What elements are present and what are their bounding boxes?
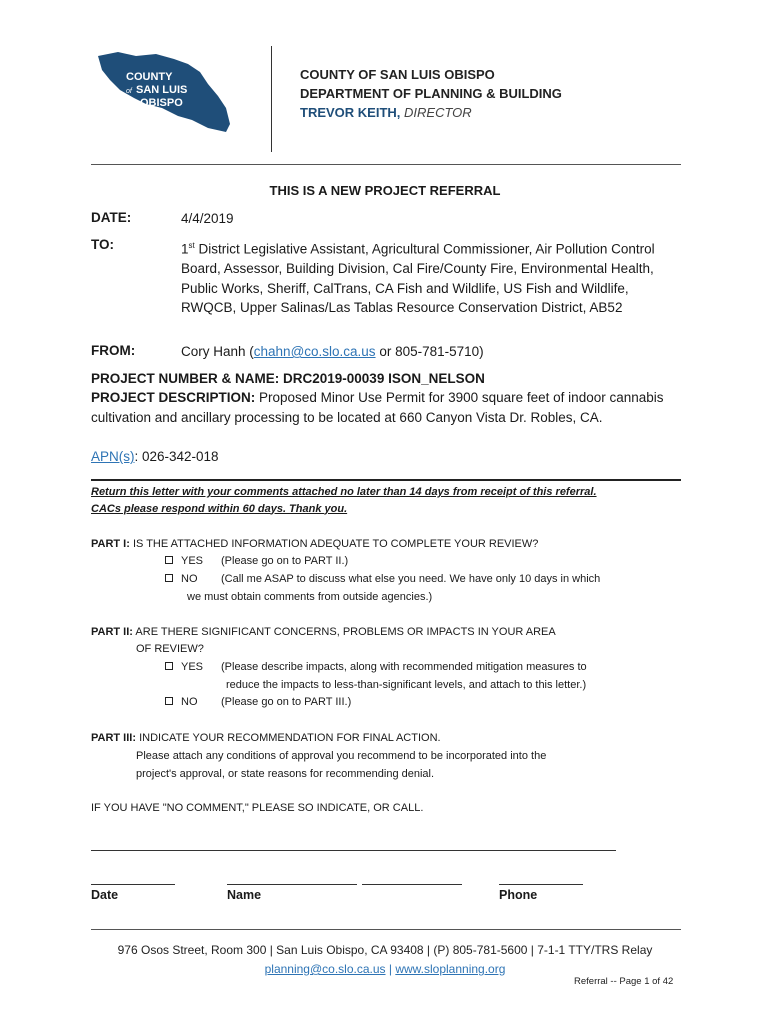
part1-no-option[interactable] xyxy=(165,571,600,589)
footer-separator: | xyxy=(385,962,396,976)
part3-question xyxy=(91,730,441,748)
date-sign-line[interactable] xyxy=(91,884,175,885)
from-name: Cory Hanh ( xyxy=(181,344,254,359)
logo-line3: OBISPO xyxy=(140,97,183,109)
part1-yes-label: YES xyxy=(181,555,204,567)
logo-line2-prefix: of xyxy=(126,88,132,95)
part1-text: IS THE ATTACHED INFORMATION ADEQUATE TO COMPLETE YOUR REVIEW? xyxy=(129,538,539,550)
header-rule xyxy=(91,164,681,165)
footer-address: 976 Osos Street, Room 300 | San Luis Obispo, CA 93408 | (P) 805-781-5600 | 7-1-1 TTY/TRS Relay xyxy=(117,943,653,957)
part2-no-label: NO xyxy=(181,696,198,708)
logo-line2: SAN LUIS xyxy=(136,84,188,96)
to-value xyxy=(181,236,671,318)
page-number: Referral -- Page 1 of 42 xyxy=(574,976,674,987)
logo-line1: COUNTY xyxy=(126,71,173,83)
footer-rule xyxy=(91,929,681,930)
footer-email-link[interactable]: planning@co.slo.ca.us xyxy=(264,962,386,976)
part3-text: INDICATE YOUR RECOMMENDATION FOR FINAL ACTION. xyxy=(136,732,441,744)
project-number: PROJECT NUMBER & NAME: DRC2019-00039 ISON_NELSON xyxy=(91,371,485,386)
date-value: 4/4/2019 xyxy=(181,211,234,226)
phone-sign-line[interactable] xyxy=(499,884,583,885)
notice-line2: CACs please respond within 60 days. Thank you. xyxy=(91,502,348,515)
header-county: COUNTY OF SAN LUIS OBISPO xyxy=(300,67,495,82)
part2-yes-checkbox[interactable] xyxy=(165,662,173,670)
part1-yes-option[interactable] xyxy=(165,553,348,571)
from-email-link[interactable]: chahn@co.slo.ca.us xyxy=(253,344,376,359)
part2-yes-text: (Please describe impacts, along with recommended mitigation measures to xyxy=(221,661,587,673)
part1-question xyxy=(91,536,538,554)
from-value xyxy=(181,342,484,362)
part2-yes-option[interactable] xyxy=(165,659,587,677)
part2-question xyxy=(91,624,556,642)
notice-line1: Return this letter with your comments attached no later than 14 days from receipt of this referral. xyxy=(91,486,597,498)
part2-question2: OF REVIEW? xyxy=(136,643,204,655)
project-desc-label: PROJECT DESCRIPTION: xyxy=(91,390,256,405)
apn-link[interactable]: APN(s) xyxy=(91,449,135,464)
return-notice xyxy=(91,484,681,517)
part3-label: PART III: xyxy=(91,732,137,744)
signature-date-label: Date xyxy=(91,888,119,902)
part2-no-checkbox[interactable] xyxy=(165,697,173,705)
part2-text: ARE THERE SIGNIFICANT CONCERNS, PROBLEMS OR IMPACTS IN YOUR AREA xyxy=(132,626,556,638)
part1-no-label: NO xyxy=(181,573,198,585)
part1-label: PART I: xyxy=(91,538,130,550)
to-ordinal-sup: st xyxy=(188,241,195,250)
signature-name-label: Name xyxy=(227,888,262,902)
name-sign-line[interactable] xyxy=(227,884,357,885)
footer-web-link[interactable]: www.sloplanning.org xyxy=(395,962,506,976)
header-department: DEPARTMENT OF PLANNING & BUILDING xyxy=(300,86,562,101)
project-description xyxy=(91,388,681,427)
part2-yes-label: YES xyxy=(181,661,204,673)
project-apn xyxy=(91,447,681,467)
from-phone: or 805-781-5710) xyxy=(375,344,484,359)
comment-line[interactable] xyxy=(91,850,616,851)
footer-links xyxy=(0,962,770,976)
part1-yes-text: (Please go on to PART II.) xyxy=(221,555,349,567)
project-desc-text: Proposed Minor Use Permit for 3900 square feet of indoor cannabis cultivation and ancillary processing to be located at 660 Canyon Vista Dr. Robles, CA. xyxy=(91,390,664,425)
apn-value: : 026-342-018 xyxy=(134,449,219,464)
part2-no-text: (Please go on to PART III.) xyxy=(221,696,352,708)
to-ordinal: 1 xyxy=(181,241,189,257)
name-sign-line-2[interactable] xyxy=(362,884,462,885)
part1-no-text: (Call me ASAP to discuss what else you need. We have only 10 days in which xyxy=(221,573,601,585)
date-label: DATE: xyxy=(91,210,132,225)
signature-phone-label: Phone xyxy=(499,888,538,902)
county-logo xyxy=(96,50,231,134)
notice-rule xyxy=(91,479,681,481)
no-comment-line: IF YOU HAVE "NO COMMENT," PLEASE SO INDICATE, OR CALL. xyxy=(91,802,424,814)
director-name: TREVOR KEITH, xyxy=(300,105,401,120)
to-recipients: District Legislative Assistant, Agricultural Commissioner, Air Pollution Control Board, Assessor, Building Division, Cal Fire/County Fire, Environmental Health, Public Works, Sheriff, CalTrans, CA Fish and Wildlife, US Fish and Wildlife, RWQCB, Upper Salinas/Las Tablas Resource Conservation District, AB52 xyxy=(181,241,655,315)
header-director xyxy=(300,105,472,120)
header-divider xyxy=(271,46,272,152)
part2-yes-text2: reduce the impacts to less-than-significant levels, and attach to this letter.) xyxy=(226,679,587,691)
part3-text1: Please attach any conditions of approval you recommend to be incorporated into the xyxy=(136,750,547,762)
part2-no-option[interactable] xyxy=(165,694,351,712)
part3-text2: project's approval, or state reasons for recommending denial. xyxy=(136,768,435,780)
from-label: FROM: xyxy=(91,343,136,358)
to-label: TO: xyxy=(91,237,114,252)
page-title: THIS IS A NEW PROJECT REFERRAL xyxy=(269,183,501,198)
county-map-shape xyxy=(96,50,231,134)
part2-label: PART II: xyxy=(91,626,133,638)
part1-yes-checkbox[interactable] xyxy=(165,556,173,564)
part1-no-text2: we must obtain comments from outside agencies.) xyxy=(187,591,433,603)
director-title: DIRECTOR xyxy=(400,105,472,120)
part1-no-checkbox[interactable] xyxy=(165,574,173,582)
